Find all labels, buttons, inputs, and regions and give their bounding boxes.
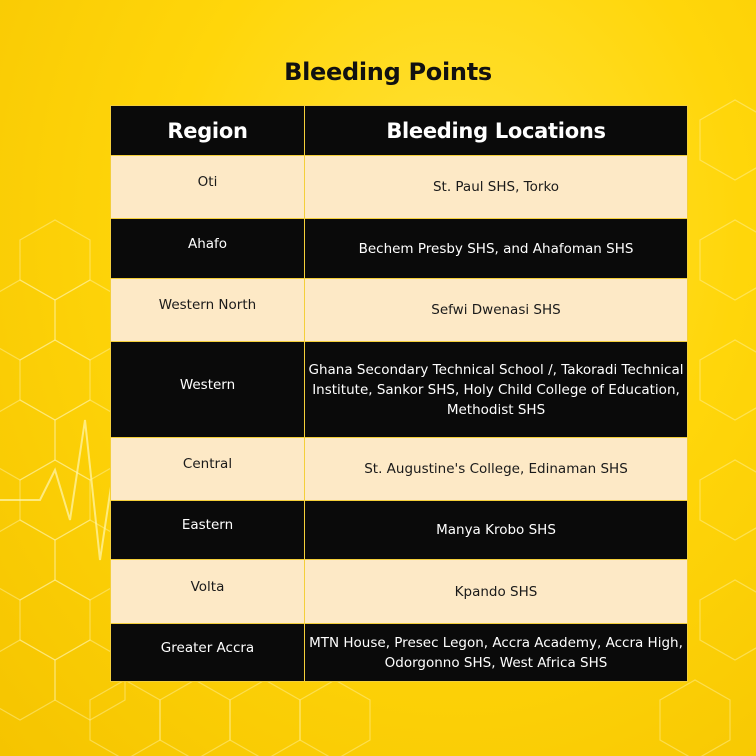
locations-cell: Sefwi Dwenasi SHS bbox=[305, 279, 688, 342]
table-row bbox=[111, 342, 688, 438]
region-cell bbox=[111, 438, 305, 501]
locations-cell: St. Paul SHS, Torko bbox=[305, 156, 688, 219]
region-cell bbox=[111, 219, 305, 279]
locations-cell: MTN House, Presec Legon, Accra Academy, Accra High, Odorgonno SHS, West Africa SHS bbox=[305, 624, 688, 682]
region-cell bbox=[111, 624, 305, 682]
table-row bbox=[111, 501, 688, 560]
region-name: Central bbox=[182, 456, 233, 472]
table-row bbox=[111, 560, 688, 624]
table-row bbox=[111, 624, 688, 682]
locations-cell: Manya Krobo SHS bbox=[305, 501, 688, 560]
region-cell bbox=[111, 501, 305, 560]
region-column-header: Region bbox=[111, 106, 305, 156]
region-name: Western North bbox=[158, 297, 257, 313]
region-cell bbox=[111, 156, 305, 219]
region-name: Ahafo bbox=[187, 235, 228, 252]
table-row bbox=[111, 438, 688, 501]
table-row bbox=[111, 219, 688, 279]
region-name: Greater Accra bbox=[160, 639, 255, 656]
locations-cell: Bechem Presby SHS, and Ahafoman SHS bbox=[305, 219, 688, 279]
locations-column-header: Bleeding Locations bbox=[305, 106, 688, 156]
locations-cell: Kpando SHS bbox=[305, 560, 688, 624]
region-name: Volta bbox=[190, 578, 225, 595]
region-cell bbox=[111, 560, 305, 624]
region-name: Oti bbox=[197, 174, 218, 190]
table-header-row bbox=[111, 106, 688, 156]
table-row bbox=[111, 279, 688, 342]
locations-cell: Ghana Secondary Technical School /, Takoradi Technical Institute, Sankor SHS, Holy Child College of Education, Methodist SHS bbox=[305, 342, 688, 438]
region-name: Eastern bbox=[181, 517, 234, 533]
table-row bbox=[111, 156, 688, 219]
region-cell bbox=[111, 279, 305, 342]
bleeding-points-table bbox=[110, 105, 688, 682]
region-name: Western bbox=[179, 376, 236, 393]
page-title: Bleeding Points bbox=[284, 58, 492, 86]
locations-cell: St. Augustine's College, Edinaman SHS bbox=[305, 438, 688, 501]
region-cell bbox=[111, 342, 305, 438]
